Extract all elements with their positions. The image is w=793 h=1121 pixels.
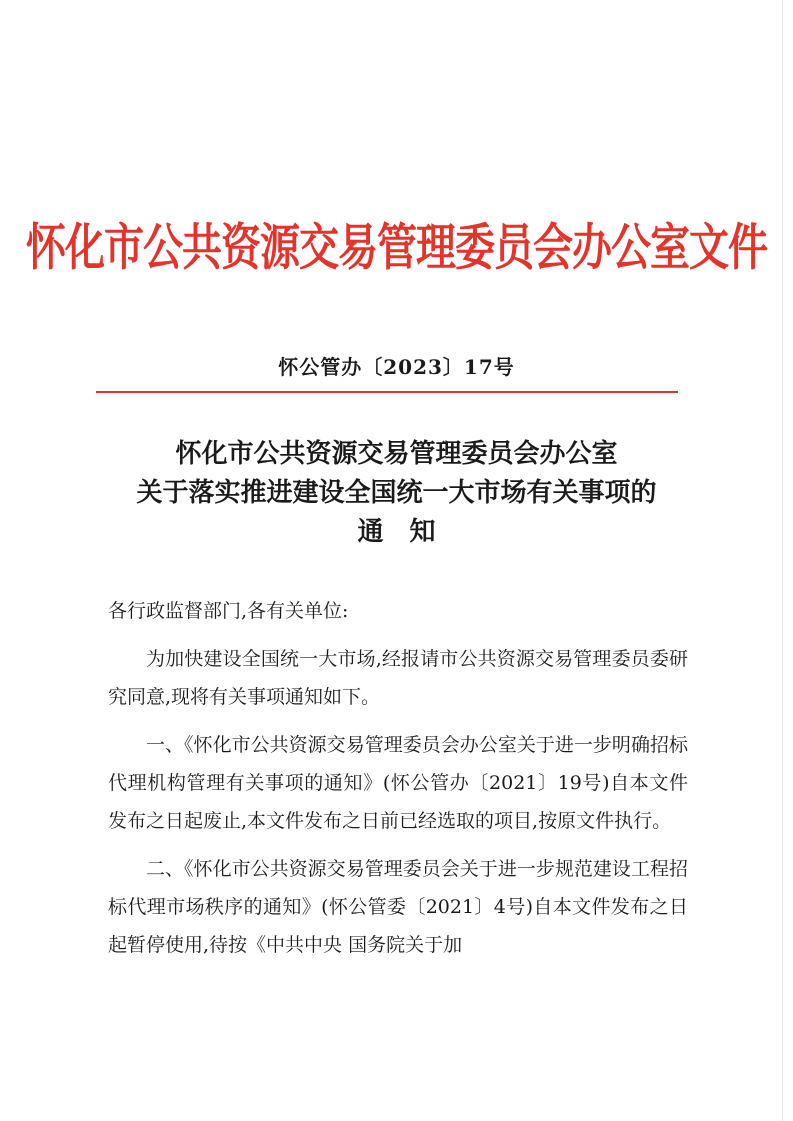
document-number: 怀公管办〔2023〕17号 — [278, 355, 515, 379]
notice-title-line-2: 关于落实推进建设全国统一大市场有关事项的 — [136, 478, 657, 508]
salutation: 各行政监督部门,各有关单位: — [108, 600, 349, 622]
body-paragraph-intro: 为加快建设全国统一大市场,经报请市公共资源交易管理委员委研究同意,现将有关事项通知如下。 — [108, 648, 688, 708]
notice-title-line-3: 通知 — [357, 517, 462, 547]
notice-title — [0, 435, 793, 552]
notice-body — [108, 592, 688, 974]
red-header-title: 怀化市公共资源交易管理委员会办公室文件 — [26, 219, 767, 277]
body-paragraph-item-2: 二、《怀化市公共资源交易管理委员会关于进一步规范建设工程招标代理市场秩序的通知》(怀公管委〔2021〕4号)自本文件发布之日起暂停使用,待按《中共中央 国务院关于加 — [108, 858, 688, 956]
page-edge-line — [782, 0, 783, 1121]
notice-title-line-1: 怀化市公共资源交易管理委员会办公室 — [175, 439, 618, 469]
red-divider-line — [96, 391, 678, 393]
body-paragraph-item-1: 一、《怀化市公共资源交易管理委员会办公室关于进一步明确招标代理机构管理有关事项的通知》(怀公管办〔2021〕19号)自本文件发布之日起废止,本文件发布之日前已经选取的项目,按原文件执行。 — [108, 734, 688, 832]
